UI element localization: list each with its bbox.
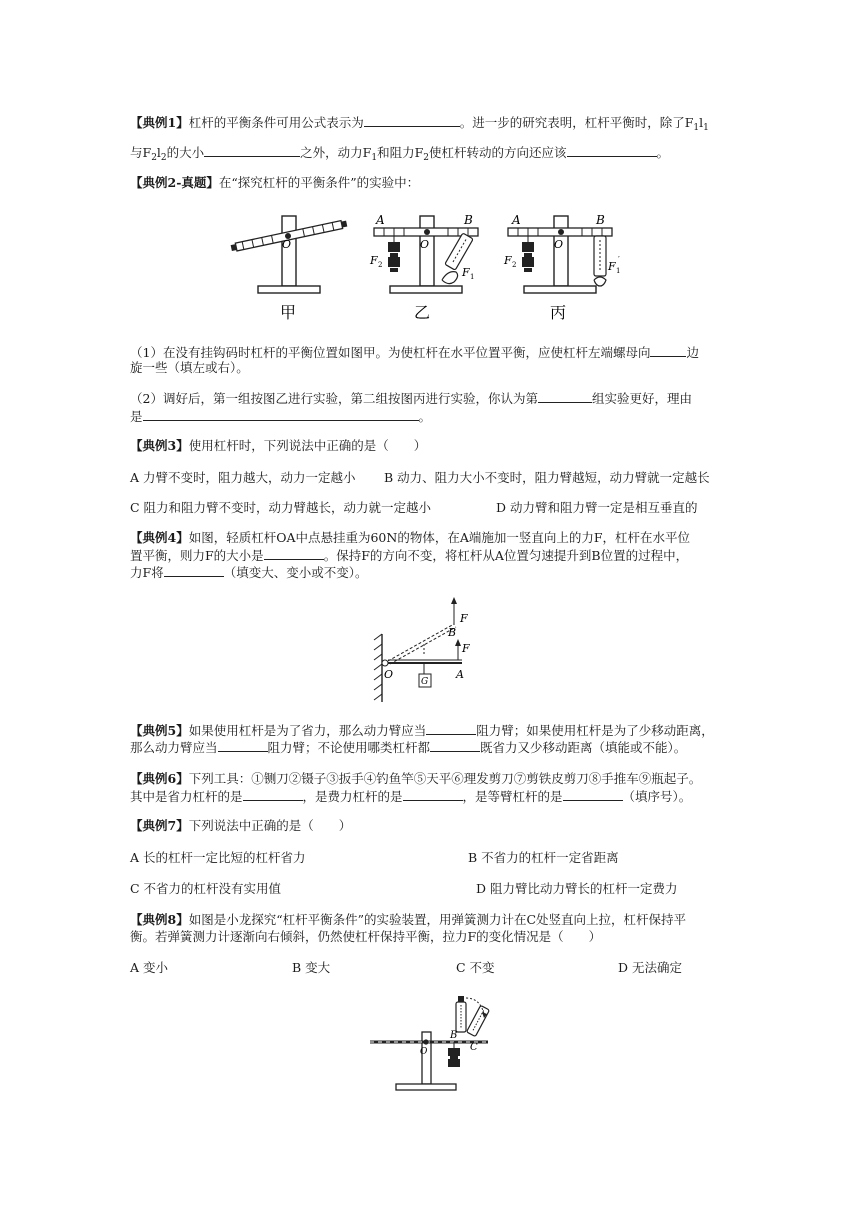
svg-text:1: 1: [616, 267, 621, 275]
answer-blank[interactable]: [426, 722, 476, 735]
lever-experiment-figure: [230, 204, 621, 332]
ex6-tag: 【典例6】: [130, 771, 189, 786]
svg-text:O: O: [554, 238, 564, 251]
svg-text:F: F: [504, 254, 512, 267]
svg-text:1: 1: [470, 273, 475, 281]
answer-blank[interactable]: [563, 788, 623, 801]
ex8-option-a[interactable]: A 变小: [130, 960, 169, 975]
figure-bing: [503, 213, 620, 322]
ex3-tag: 【典例3】: [130, 438, 189, 453]
lever-oa-figure: [370, 594, 500, 706]
svg-text:B: B: [450, 1030, 458, 1041]
svg-text:B: B: [448, 626, 457, 639]
ex3-option-a[interactable]: A 力臂不变时，阻力越大，动力一定越小: [130, 470, 356, 485]
ex1-tag: 【典例1】: [130, 115, 189, 130]
figure-yi: [369, 213, 478, 322]
answer-blank[interactable]: [364, 114, 460, 127]
ex7-option-c[interactable]: C 不省力的杠杆没有实用值: [130, 881, 282, 896]
ex2-q1-line2: 旋一些（填左或右）。: [130, 360, 249, 375]
ex5-line1: 【典例5】如果使用杠杆是为了省力，那么动力臂应当 阻力臂；如果使用杠杆是为了少移动距离，: [130, 723, 714, 738]
spring-scale-lever-figure: [366, 990, 496, 1096]
ex3-option-c[interactable]: C 阻力和阻力臂不变时，动力臂越长，动力就一定越小: [130, 500, 432, 515]
ex4-line2: 置平衡，则力F的大小是 。保持F的方向不变，将杠杆从A位置匀速提升到B位置的过程中，: [130, 548, 689, 563]
answer-blank[interactable]: [143, 408, 419, 421]
ex1-line1: 【典例1】杠杆的平衡条件可用公式表示为 。进一步的研究表明，杠杆平衡时，除了$F_1l_1$: [130, 115, 709, 133]
svg-text:F: F: [462, 642, 470, 655]
ex6-line1: 【典例6】下列工具：①铡刀②镊子③扳手④钓鱼竿⑤天平⑥理发剪刀⑦剪铁皮剪刀⑧手推车⑨瓶起子。: [130, 771, 702, 786]
ex2-q2-line2: 是 。: [130, 409, 432, 424]
ex7-option-d[interactable]: D 阻力臂比动力臂长的杠杆一定费力: [476, 881, 678, 896]
svg-text:B: B: [464, 213, 473, 227]
ex2-tag: 【典例2-真题】: [130, 175, 219, 190]
ex8-tag: 【典例8】: [130, 912, 189, 927]
ex7-tag: 【典例7】: [130, 818, 189, 833]
answer-blank[interactable]: [218, 739, 268, 752]
ex2-intro: 【典例2-真题】在“探究杠杆的平衡条件”的实验中：: [130, 175, 420, 190]
answer-blank[interactable]: [650, 344, 686, 357]
svg-text:A: A: [512, 213, 521, 227]
answer-blank[interactable]: [538, 390, 592, 403]
answer-blank[interactable]: [264, 547, 324, 560]
answer-blank[interactable]: [243, 788, 303, 801]
svg-text:丙: 丙: [550, 303, 567, 322]
ex3-option-d[interactable]: D 动力臂和阻力臂一定是相互垂直的: [496, 500, 698, 515]
ex5-line2: 那么动力臂应当 阻力臂；不论使用哪类杠杆都 既省力又少移动距离（填能或不能）。: [130, 740, 687, 755]
ex7-stem: 【典例7】下列说法中正确的是（ ）: [130, 818, 352, 833]
svg-text:C: C: [470, 1042, 478, 1053]
svg-text:O: O: [420, 238, 430, 251]
ex2-q2-line1: （2）调好后，第一组按图乙进行实验，第二组按图丙进行实验，你认为第 组实验更好，理由: [130, 391, 692, 406]
svg-text:B: B: [596, 213, 605, 227]
ex8-option-b[interactable]: B 变大: [292, 960, 331, 975]
ex3-option-b[interactable]: B 动力、阻力大小不变时，阻力臂越短，动力臂就一定越长: [384, 470, 710, 485]
svg-text:F: F: [370, 254, 378, 267]
svg-text:′: ′: [618, 255, 620, 264]
svg-text:O: O: [282, 238, 292, 251]
svg-text:O: O: [384, 668, 394, 681]
svg-text:A: A: [376, 213, 385, 227]
svg-text:甲: 甲: [280, 303, 297, 322]
ex3-stem: 【典例3】使用杠杆时，下列说法中正确的是（ ）: [130, 438, 427, 453]
ex5-tag: 【典例5】: [130, 723, 189, 738]
svg-text:O: O: [420, 1047, 428, 1057]
svg-text:2: 2: [378, 261, 383, 269]
svg-text:A: A: [456, 668, 464, 681]
ex8-option-d[interactable]: D 无法确定: [618, 960, 682, 975]
ex4-line1: 【典例4】如图，轻质杠杆OA中点悬挂重为60N的物体，在A端施加一竖直向上的力F，杠杆在水平位: [130, 530, 691, 545]
svg-text:F: F: [462, 266, 470, 279]
svg-text:G: G: [421, 677, 429, 687]
ex7-option-a[interactable]: A 长的杠杆一定比短的杠杆省力: [130, 850, 306, 865]
svg-text:2: 2: [512, 261, 517, 269]
ex8-line2: 衡。若弹簧测力计逐渐向右倾斜，仍然使杠杆保持平衡，拉力F的变化情况是（ ）: [130, 929, 602, 944]
ex4-line3: 力F将 （填变大、变小或不变）。: [130, 565, 368, 580]
ex1-line2: 与$F_2l_2$的大小 之外，动力$F_1$和阻力$F_2$使杠杆转动的方向还应该 。: [130, 145, 670, 163]
answer-blank[interactable]: [430, 739, 480, 752]
ex7-option-b[interactable]: B 不省力的杠杆一定省距离: [468, 850, 619, 865]
figure-jia: [230, 216, 347, 322]
ex6-line2: 其中是省力杠杆的是 ，是费力杠杆的是 ，是等臂杠杆的是 （填序号）。: [130, 789, 692, 804]
svg-text:F: F: [460, 612, 468, 625]
ex4-tag: 【典例4】: [130, 530, 189, 545]
answer-blank[interactable]: [403, 788, 463, 801]
answer-blank[interactable]: [164, 564, 224, 577]
answer-blank[interactable]: [567, 144, 657, 157]
ex8-option-c[interactable]: C 不变: [456, 960, 495, 975]
ex8-line1: 【典例8】如图是小龙探究“杠杆平衡条件”的实验装置，用弹簧测力计在C处竖直向上拉，杠杆保持平: [130, 912, 687, 927]
ex2-q1-line1: （1）在没有挂钩码时杠杆的平衡位置如图甲。为使杠杆在水平位置平衡，应使杠杆左端螺母向 边: [130, 345, 699, 360]
answer-blank[interactable]: [204, 144, 300, 157]
svg-text:乙: 乙: [414, 303, 431, 322]
svg-text:F: F: [608, 260, 616, 273]
